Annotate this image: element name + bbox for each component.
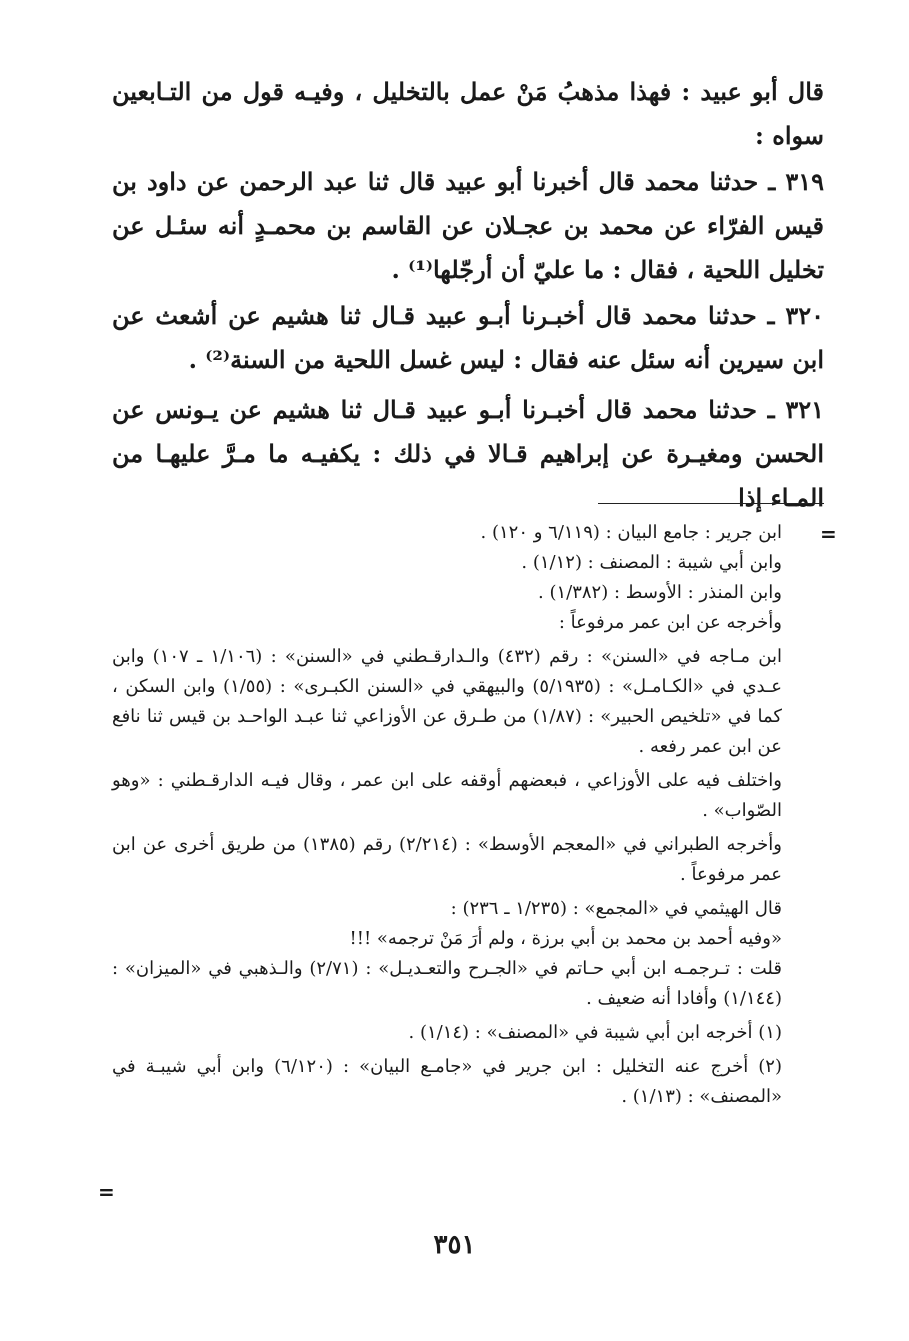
paragraph-commentary: قال أبو عبيد : فهذا مذهبُ مَنْ عمل بالتخليل ، وفيـه قول من التـابعين سواه :	[112, 77, 824, 150]
page-number: ٣٥١	[433, 1230, 476, 1260]
continuation-mark-bottom: =	[98, 1180, 115, 1204]
footnote-line: «وفيه أحمد بن محمد بن أبي برزة ، ولم أرَ مَنْ ترجمه» !!!	[349, 928, 782, 949]
footnote-line: وأخرجه عن ابن عمر مرفوعاً :	[558, 612, 782, 633]
footnotes	[112, 518, 824, 1112]
footnote-2: (٢) أخرج عنه التخليل : ابن جرير في «جامـع البيان» : (٦/١٢٠) وابن أبي شيبـة في «المصنف» : (١/١٣) .	[112, 1056, 782, 1107]
footnote-line: قال الهيثمي في «المجمع» : (١/٢٣٥ ـ ٢٣٦) :	[450, 898, 782, 919]
footnote-1: (١) أخرجه ابن أبي شيبة في «المصنف» : (١/١٤) .	[408, 1022, 782, 1043]
footnote-line: واختلف فيه على الأوزاعي ، فبعضهم أوقفه على ابن عمر ، وقال فيـه الدارقـطني : «وهو الصّواب» .	[112, 770, 782, 821]
footnote-line: وابن المنذر : الأوسط : (١/٣٨٢) .	[538, 582, 782, 603]
continuation-mark-top: =	[820, 522, 837, 546]
footnote-line: وأخرجه الطبراني في «المعجم الأوسط» : (٢/٢١٤) رقم (١٣٨٥) من طريق أخرى عن ابن عمر مرفوعاً .	[112, 834, 782, 885]
footnote-line: ابن مـاجه في «السنن» : رقم (٤٣٢) والـدارقـطني في «السنن» : (١/١٠٦ ـ ١٠٧) وابن عـدي في «الكـامـل» : (٥/١٩٣٥) والبيهقي في «السنن الكبـرى» : (١/٥٥) وابن السكن ، كما في «تلخيص الحبير» : (١/٨٧) من طـرق عن الأوزاعي ثنا عبـد الواحـد بن قيس ثنا نافع عن ابن عمر رفعه .	[112, 646, 782, 757]
footnote-line: قلت : تـرجمـه ابن أبي حـاتم في «الجـرح والتعـديـل» : (٢/٧١) والـذهبي في «الميزان» : (١/١٤٤) وأفادا أنه ضعيف .	[112, 958, 782, 1009]
main-text	[112, 70, 824, 522]
hadith-321: ٣٢١ ـ حدثنا محمد قال أخبـرنا أبـو عبيد قـال ثنا هشيم عن يـونس عن الحسن ومغيـرة عن إبراهيم قـالا في ذلك : يكفيـه ما مـرَّ عليهـا من المـاء إذا	[112, 395, 824, 512]
footnote-divider	[598, 503, 824, 504]
footnote-line: ابن جرير : جامع البيان : (٦/١١٩ و ١٢٠) .	[480, 522, 782, 543]
footnote-line: وابن أبي شيبة : المصنف : (١/١٢) .	[521, 552, 782, 573]
hadith-320: ٣٢٠ ـ حدثنا محمد قال أخبـرنا أبـو عبيد قـال ثنا هشيم عن أشعث عن ابن سيرين أنه سئل عنه فقال : ليس غسل اللحية من السنة⁽²⁾ .	[112, 301, 824, 374]
hadith-319: ٣١٩ ـ حدثنا محمد قال أخبرنا أبو عبيد قال ثنا عبد الرحمن عن داود بن قيس الفرّاء عن محمد بن عجـلان عن القاسم بن محمـدٍ أنه سئـل عن تخليل اللحية ، فقال : ما عليّ أن أرجّلها⁽¹⁾ .	[112, 167, 824, 284]
